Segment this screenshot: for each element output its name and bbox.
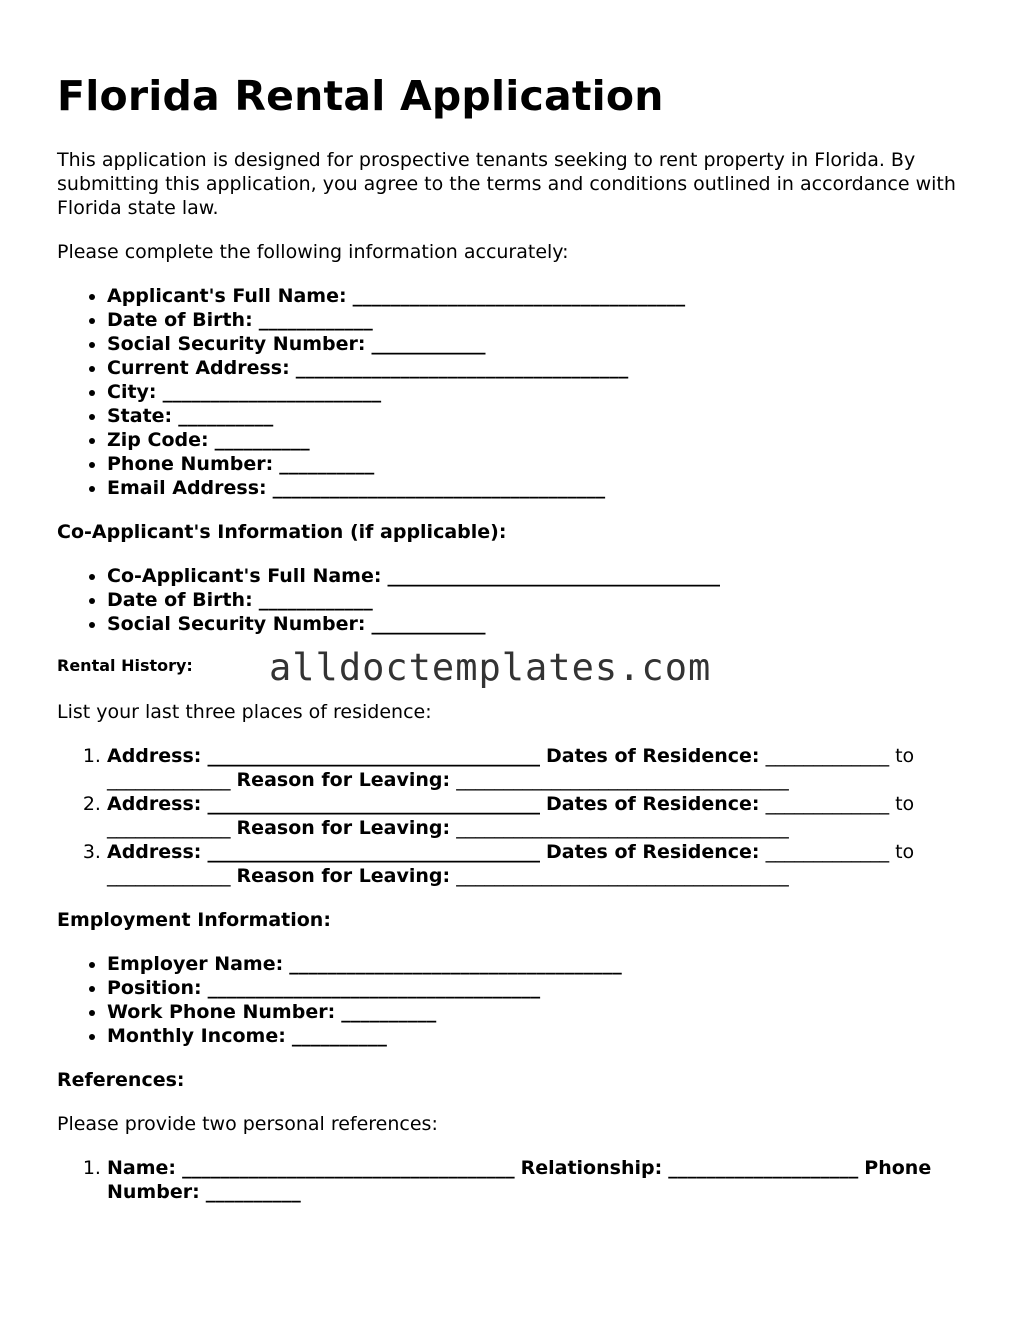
dates-label: Dates of Residence:	[545, 793, 760, 815]
field-label: Phone Number:	[107, 453, 274, 475]
rental-history-instruction: List your last three places of residence:	[57, 701, 432, 723]
address-blank[interactable]: ___________________________________	[207, 841, 540, 863]
document-page	[57, 70, 977, 1224]
field-blank[interactable]: __________	[214, 429, 310, 451]
list-item	[107, 284, 977, 308]
from-blank[interactable]: _____________	[765, 793, 890, 815]
name-blank[interactable]: ___________________________________	[182, 1157, 515, 1179]
field-label: Date of Birth:	[107, 309, 253, 331]
field-blank[interactable]: ___________________________________	[207, 977, 541, 999]
field-blank[interactable]: ____________	[258, 309, 373, 331]
address-label: Address:	[107, 745, 202, 767]
employment-heading: Employment Information:	[57, 909, 331, 931]
address-blank[interactable]: ___________________________________	[207, 745, 540, 767]
field-label: Date of Birth:	[107, 589, 253, 611]
intro-paragraph: This application is designed for prospective tenants seeking to rent property in Florida. By submitting this application, you agree to the terms and conditions outlined in accordance with Florida state law.	[57, 149, 956, 219]
list-item	[107, 564, 977, 588]
page-title: Florida Rental Application	[57, 72, 664, 120]
relationship-label: Relationship:	[520, 1157, 663, 1179]
field-blank[interactable]: ___________________________________	[387, 565, 720, 587]
from-blank[interactable]: _____________	[765, 745, 890, 767]
field-blank[interactable]: __________	[279, 453, 375, 475]
applicant-field-list	[57, 284, 977, 500]
rental-history-heading: Rental History:	[57, 656, 193, 675]
list-item	[107, 428, 977, 452]
field-label: Social Security Number:	[107, 333, 366, 355]
reason-blank[interactable]: ___________________________________	[456, 769, 789, 791]
field-label: Applicant's Full Name:	[107, 285, 347, 307]
reason-blank[interactable]: ___________________________________	[456, 865, 789, 887]
field-blank[interactable]: __________	[291, 1025, 387, 1047]
list-item	[107, 308, 977, 332]
list-item	[107, 1000, 977, 1024]
field-label: Social Security Number:	[107, 613, 366, 635]
list-item	[107, 792, 977, 840]
field-blank[interactable]: ____________	[371, 613, 486, 635]
name-label: Name:	[107, 1157, 177, 1179]
field-blank[interactable]: ___________________________________	[272, 477, 606, 499]
field-blank[interactable]: __________	[341, 1001, 437, 1023]
references-instruction: Please provide two personal references:	[57, 1113, 438, 1135]
co-applicant-field-list	[57, 564, 977, 636]
field-label: Zip Code:	[107, 429, 209, 451]
dates-label: Dates of Residence:	[545, 841, 760, 863]
reason-label: Reason for Leaving:	[236, 865, 451, 887]
instruction-text: Please complete the following information accurately:	[57, 241, 569, 263]
to-blank[interactable]: _____________	[107, 865, 231, 887]
field-label: State:	[107, 405, 173, 427]
field-blank[interactable]: ___________________________________	[289, 953, 622, 975]
address-blank[interactable]: ___________________________________	[207, 793, 540, 815]
field-label: Work Phone Number:	[107, 1001, 336, 1023]
field-blank[interactable]: ___________________________________	[352, 285, 686, 307]
list-item	[107, 1156, 977, 1204]
reason-label: Reason for Leaving:	[236, 817, 451, 839]
list-item	[107, 744, 977, 792]
list-item	[107, 380, 977, 404]
list-item	[107, 952, 977, 976]
field-label: Email Address:	[107, 477, 267, 499]
employment-field-list	[57, 952, 977, 1048]
field-label: City:	[107, 381, 157, 403]
field-blank[interactable]: __________	[178, 405, 274, 427]
field-label: Co-Applicant's Full Name:	[107, 565, 382, 587]
watermark: alldoctemplates.com	[269, 646, 712, 689]
address-label: Address:	[107, 793, 202, 815]
list-item	[107, 612, 977, 636]
to-word: to	[895, 841, 915, 863]
phone-blank[interactable]: __________	[205, 1181, 301, 1203]
field-blank[interactable]: ___________________________________	[295, 357, 629, 379]
field-blank[interactable]: ____________	[371, 333, 486, 355]
list-item	[107, 1024, 977, 1048]
address-label: Address:	[107, 841, 202, 863]
list-item	[107, 840, 977, 888]
to-blank[interactable]: _____________	[107, 817, 231, 839]
references-heading: References:	[57, 1069, 185, 1091]
field-label: Position:	[107, 977, 202, 999]
rental-history-row	[57, 646, 977, 689]
co-applicant-heading: Co-Applicant's Information (if applicable):	[57, 521, 507, 543]
list-item	[107, 356, 977, 380]
to-word: to	[895, 793, 915, 815]
reference-list	[57, 1156, 977, 1204]
list-item	[107, 476, 977, 500]
field-label: Current Address:	[107, 357, 290, 379]
field-blank[interactable]: ____________	[258, 589, 373, 611]
residence-list	[57, 744, 977, 888]
field-label: Employer Name:	[107, 953, 284, 975]
to-blank[interactable]: _____________	[107, 769, 231, 791]
to-word: to	[895, 745, 915, 767]
phone-label: Phone Number:	[107, 1157, 932, 1203]
list-item	[107, 332, 977, 356]
reason-label: Reason for Leaving:	[236, 769, 451, 791]
from-blank[interactable]: _____________	[765, 841, 890, 863]
list-item	[107, 452, 977, 476]
list-item	[107, 588, 977, 612]
dates-label: Dates of Residence:	[545, 745, 760, 767]
list-item	[107, 976, 977, 1000]
field-label: Monthly Income:	[107, 1025, 286, 1047]
field-blank[interactable]: _______________________	[162, 381, 382, 403]
reason-blank[interactable]: ___________________________________	[456, 817, 789, 839]
list-item	[107, 404, 977, 428]
relationship-blank[interactable]: ____________________	[668, 1157, 859, 1179]
